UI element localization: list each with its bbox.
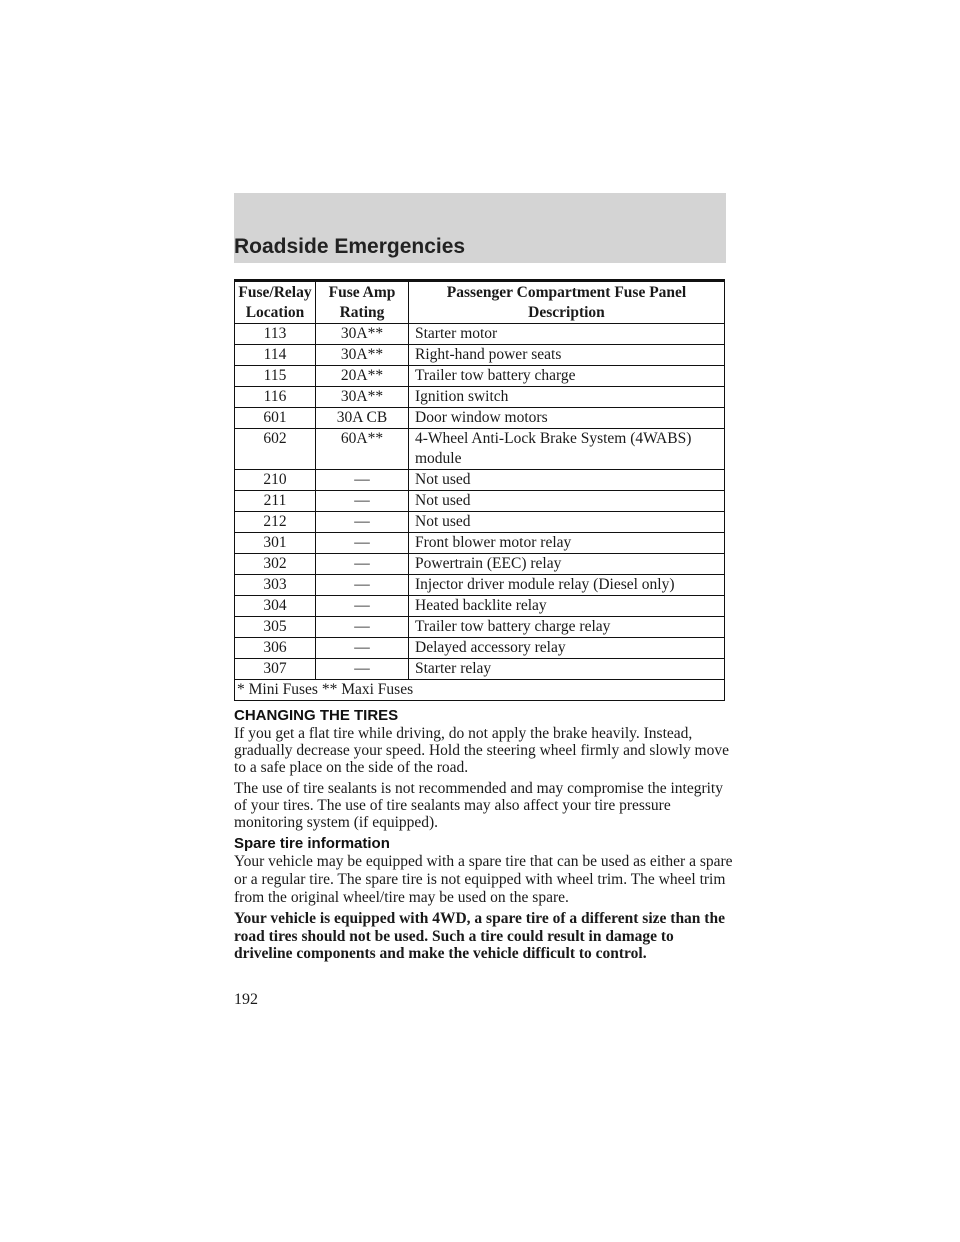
fuse-location-cell: 113 <box>235 324 316 345</box>
fuse-rating-cell: — <box>316 554 409 575</box>
fuse-rating-cell: — <box>316 659 409 680</box>
fuse-location-cell: 212 <box>235 512 316 533</box>
table-header-row <box>235 281 725 324</box>
changing-tires-paragraph-2: The use of tire sealants is not recommended and may compromise the integrity of your tires. The use of tire sealants may also affect your tire pressure monitoring system (if equipped). <box>234 780 723 831</box>
footnote-row <box>235 680 725 701</box>
table-row <box>235 512 725 533</box>
table-row <box>235 366 725 387</box>
fuse-location-cell: 307 <box>235 659 316 680</box>
fuse-description-cell: Injector driver module relay (Diesel only) <box>409 575 725 596</box>
table-row <box>235 491 725 512</box>
fuse-rating-cell: 30A** <box>316 324 409 345</box>
fuse-rating-cell: 20A** <box>316 366 409 387</box>
table-row <box>235 638 725 659</box>
table-row <box>235 575 725 596</box>
fuse-rating-cell: — <box>316 596 409 617</box>
fuse-rating-cell: — <box>316 512 409 533</box>
fuse-description-cell: Starter relay <box>409 659 725 680</box>
fuse-rating-cell: 30A CB <box>316 408 409 429</box>
fuse-location-cell: 301 <box>235 533 316 554</box>
fuse-location-cell: 210 <box>235 470 316 491</box>
page-number: 192 <box>234 991 258 1008</box>
table-row <box>235 408 725 429</box>
fuse-rating-cell: — <box>316 470 409 491</box>
column-header-rating: Fuse Amp Rating <box>316 281 409 324</box>
fuse-rating-cell: 60A** <box>316 429 409 470</box>
column-header-description: Passenger Compartment Fuse Panel Description <box>409 281 725 324</box>
changing-tires-section <box>234 707 734 963</box>
fuse-location-cell: 602 <box>235 429 316 470</box>
fuse-description-cell: Front blower motor relay <box>409 533 725 554</box>
fuse-description-cell: Heated backlite relay <box>409 596 725 617</box>
table-row <box>235 659 725 680</box>
fuse-description-cell: Door window motors <box>409 408 725 429</box>
table-row <box>235 387 725 408</box>
fuse-location-cell: 305 <box>235 617 316 638</box>
table-row <box>235 324 725 345</box>
fuse-description-cell: Trailer tow battery charge <box>409 366 725 387</box>
column-header-location: Fuse/Relay Location <box>235 281 316 324</box>
table-row <box>235 533 725 554</box>
fuse-rating-cell: — <box>316 638 409 659</box>
fuse-rating-cell: — <box>316 575 409 596</box>
fuse-location-cell: 114 <box>235 345 316 366</box>
section-title: Roadside Emergencies <box>234 235 466 258</box>
fuse-description-cell: Delayed accessory relay <box>409 638 725 659</box>
changing-tires-heading: CHANGING THE TIRES <box>234 707 399 724</box>
fuse-description-cell: Ignition switch <box>409 387 725 408</box>
fuse-description-cell: Starter motor <box>409 324 725 345</box>
fuse-location-cell: 211 <box>235 491 316 512</box>
table-row <box>235 470 725 491</box>
fuse-rating-cell: — <box>316 617 409 638</box>
fuse-description-cell: Not used <box>409 470 725 491</box>
table-row <box>235 617 725 638</box>
fuse-table <box>234 279 725 701</box>
fuse-location-cell: 116 <box>235 387 316 408</box>
fuse-location-cell: 306 <box>235 638 316 659</box>
fuse-location-cell: 601 <box>235 408 316 429</box>
spare-tire-heading: Spare tire information <box>234 835 390 852</box>
fuse-rating-cell: — <box>316 491 409 512</box>
spare-tire-warning: Your vehicle is equipped with 4WD, a spare tire of a different size than the road tires should not be used. Such a tire could result in damage to driveline components and make the vehicle difficult to control. <box>234 910 725 962</box>
table-row <box>235 554 725 575</box>
fuse-rating-cell: 30A** <box>316 345 409 366</box>
table-row <box>235 596 725 617</box>
fuse-description-cell: Trailer tow battery charge relay <box>409 617 725 638</box>
table-footnote: * Mini Fuses ** Maxi Fuses <box>235 680 725 701</box>
fuse-rating-cell: — <box>316 533 409 554</box>
fuse-location-cell: 304 <box>235 596 316 617</box>
changing-tires-paragraph-1: If you get a flat tire while driving, do not apply the brake heavily. Instead, gradually decrease your speed. Hold the steering wheel firmly and slowly move to a safe place on the side of the road. <box>234 725 729 776</box>
fuse-description-cell: Right-hand power seats <box>409 345 725 366</box>
fuse-location-cell: 303 <box>235 575 316 596</box>
fuse-description-cell: 4-Wheel Anti-Lock Brake System (4WABS) module <box>409 429 725 470</box>
fuse-description-cell: Not used <box>409 512 725 533</box>
table-row <box>235 429 725 470</box>
spare-tire-paragraph: Your vehicle may be equipped with a spare tire that can be used as either a spare or a regular tire. The spare tire is not equipped with wheel trim. The wheel trim from the original wheel/tire may be used on the spare. <box>234 853 733 906</box>
table-row <box>235 345 725 366</box>
fuse-rating-cell: 30A** <box>316 387 409 408</box>
fuse-description-cell: Powertrain (EEC) relay <box>409 554 725 575</box>
fuse-location-cell: 115 <box>235 366 316 387</box>
fuse-description-cell: Not used <box>409 491 725 512</box>
fuse-location-cell: 302 <box>235 554 316 575</box>
